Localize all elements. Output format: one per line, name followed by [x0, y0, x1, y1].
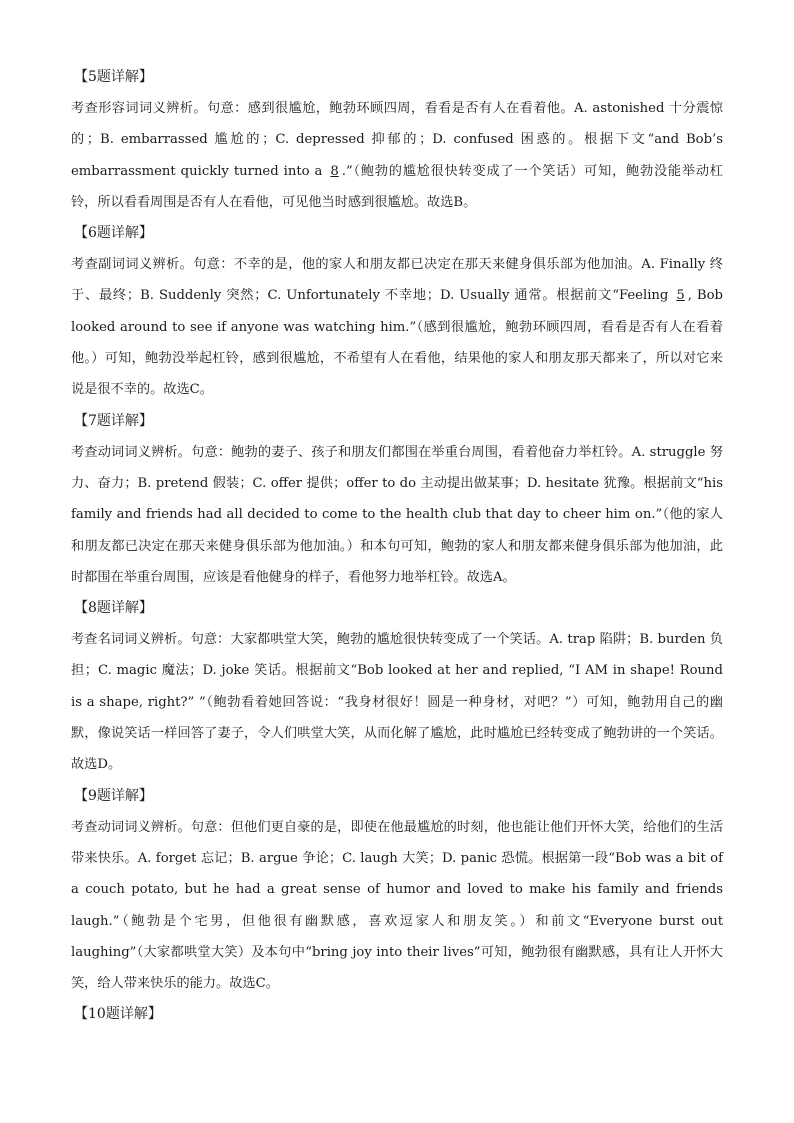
- section-5-heading: 【5题详解】: [74, 69, 153, 85]
- section-5-text-after: .”（鲍勃的尴尬很快转变成了一个笑话）可知，鲍勃没能举动杠铃，所以看看周围是否有人在看他，可见他当时感到很尴尬。故选B。: [71, 163, 723, 210]
- section-5-explanation: [71, 93, 723, 218]
- section-7-explanation: 考查动词词义辨析。句意：鲍勃的妻子、孩子和朋友们都围在举重台周围，看着他奋力举杠铃。A. struggle 努力、奋力；B. pretend 假装；C. offer 提供；offer to do 主动提出做某事；D. hesitate 犹豫。根据前文“his family and friends had all decided to come to the health club that day to cheer him on.”（他的家人和朋友都已决定在那天来健身俱乐部为他加油。）和本句可知，鲍勃的家人和朋友都来健身俱乐部为他加油，此时都围在举重台周围，应该是看他健身的样子，看他努力地举杠铃。故选A。: [71, 444, 723, 585]
- section-10-heading: 【10题详解】: [74, 1006, 162, 1023]
- section-8-explanation: 考查名词词义辨析。句意：大家都哄堂大笑，鲍勃的尴尬很快转变成了一个笑话。A. trap 陷阱；B. burden 负担；C. magic 魔法；D. joke 笑话。根据前文“Bob looked at her and replied, “I AM in shape! Round is a shape, right?” ”（鲍勃看着她回答说：“我身材很好！圆是一种身材，对吧？”）可知，鲍勃用自己的幽默，像说笑话一样回答了妻子，令人们哄堂大笑，从而化解了尴尬，此时尴尬已经转变成了鲍勃讲的一个笑话。故选D。: [71, 632, 723, 773]
- section-8-heading: 【8题详解】: [74, 600, 153, 617]
- answer-explanations: [71, 62, 723, 1030]
- section-6-text-after: , Bob looked around to see if anyone was watching him.”（感到很尴尬，鲍勃环顾四周，看看是否有人在看着他。）可知，鲍勃没举起杠铃，感到很尴尬，不希望有人在看他，结果他的家人和朋友那天都来了，所以对它来说是很不幸的。故选C。: [71, 288, 723, 398]
- section-7-heading: 【7题详解】: [74, 412, 153, 429]
- section-5-text: 考查形容词词义辨析。句意：感到很尴尬，鲍勃环顾四周，看看是否有人在看着他。A. astonished 十分震惊的；B. embarrassed 尴尬的；C. depressed 抑郁的；D. confused 困惑的。根据下文“and Bob’s embarrassment quickly turned into a: [71, 101, 723, 179]
- section-9-explanation: 考查动词词义辨析。句意：但他们更自豪的是，即使在他最尴尬的时刻，他也能让他们开怀大笑，给他们的生活带来快乐。A. forget 忘记；B. argue 争论；C. laugh 大笑；D. panic 恐慌。根据第一段“Bob was a bit of a couch potato, but he had a great sense of humor and loved to make his family and friends laugh.”（鲍勃是个宅男，但他很有幽默感，喜欢逗家人和朋友笑。）和前文“Everyone burst out laughing”（大家都哄堂大笑）及本句中“bring joy into their lives”可知，鲍勃很有幽默感，具有让人开怀大笑，给人带来快乐的能力。故选C。: [71, 819, 723, 992]
- section-6-blank: 5: [676, 288, 685, 304]
- section-6-heading: 【6题详解】: [74, 225, 153, 242]
- section-9-heading: 【9题详解】: [74, 787, 153, 804]
- section-6-explanation: [71, 249, 723, 405]
- section-5-blank: 8: [330, 163, 339, 179]
- section-6-text: 考查副词词义辨析。句意：不幸的是，他的家人和朋友都已决定在那天来健身俱乐部为他加油。A. Finally 终于、最终；B. Suddenly 突然；C. Unfortunately 不幸地；D. Usually 通常。根据前文“Feeling: [71, 257, 723, 304]
